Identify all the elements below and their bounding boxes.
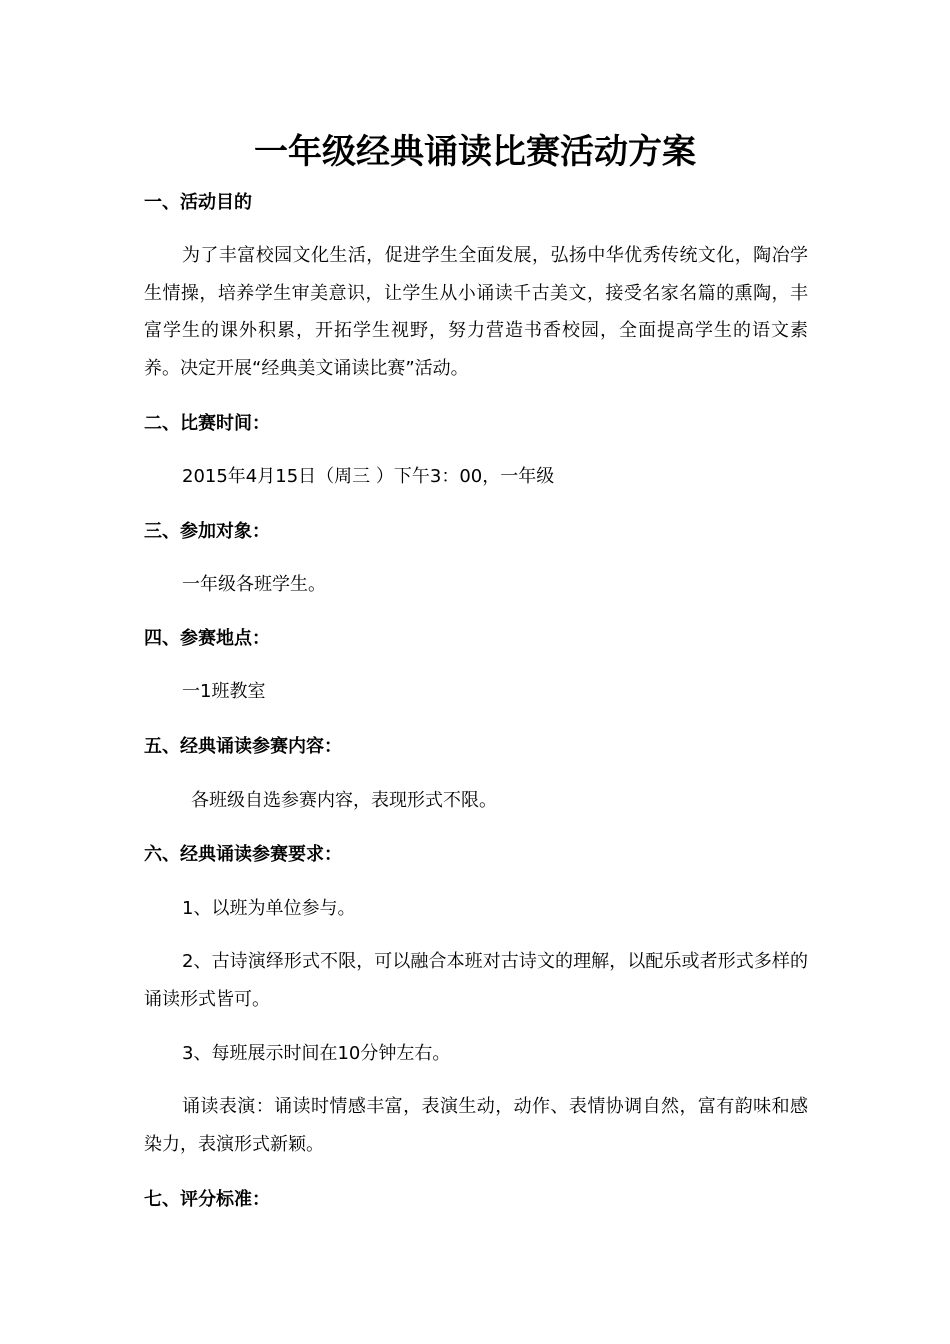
requirement-item: 2、古诗演绎形式不限，可以融合本班对古诗文的理解，以配乐或者形式多样的诵读形式皆可。: [144, 951, 808, 1010]
section-heading-participants: 三、参加对象：: [144, 521, 270, 542]
section-heading-purpose: 一、活动目的: [144, 192, 252, 213]
section-body-content: 各班级自选参赛内容，表现形式不限。: [191, 790, 497, 811]
section-heading-scoring: 七、评分标准：: [144, 1189, 270, 1210]
requirement-item: 诵读表演：诵读时情感丰富，表演生动，动作、表情协调自然，富有韵味和感染力，表演形式新颖。: [144, 1096, 808, 1155]
requirement-item: 3、每班展示时间在10分钟左右。: [182, 1043, 451, 1064]
section-body-time: 2015年4月15日（周三 ）下午3：00，一年级: [182, 466, 555, 487]
section-body-venue: 一1班教室: [182, 681, 266, 702]
section-body-purpose: 为了丰富校园文化生活，促进学生全面发展，弘扬中华优秀传统文化，陶冶学生情操，培养学生审美意识，让学生从小诵读千古美文，接受名家名篇的熏陶，丰富学生的课外积累，开拓学生视野，努力营造书香校园，全面提高学生的语文素养。决定开展“经典美文诵读比赛”活动。: [144, 245, 808, 379]
section-body-participants: 一年级各班学生。: [182, 574, 326, 595]
section-heading-time: 二、比赛时间：: [144, 413, 270, 434]
section-heading-venue: 四、参赛地点：: [144, 628, 270, 649]
section-heading-content: 五、经典诵读参赛内容：: [144, 736, 342, 757]
document-title: 一年级经典诵读比赛活动方案: [254, 132, 696, 172]
section-heading-requirements: 六、经典诵读参赛要求：: [144, 844, 342, 865]
requirement-item: 1、以班为单位参与。: [182, 898, 356, 919]
